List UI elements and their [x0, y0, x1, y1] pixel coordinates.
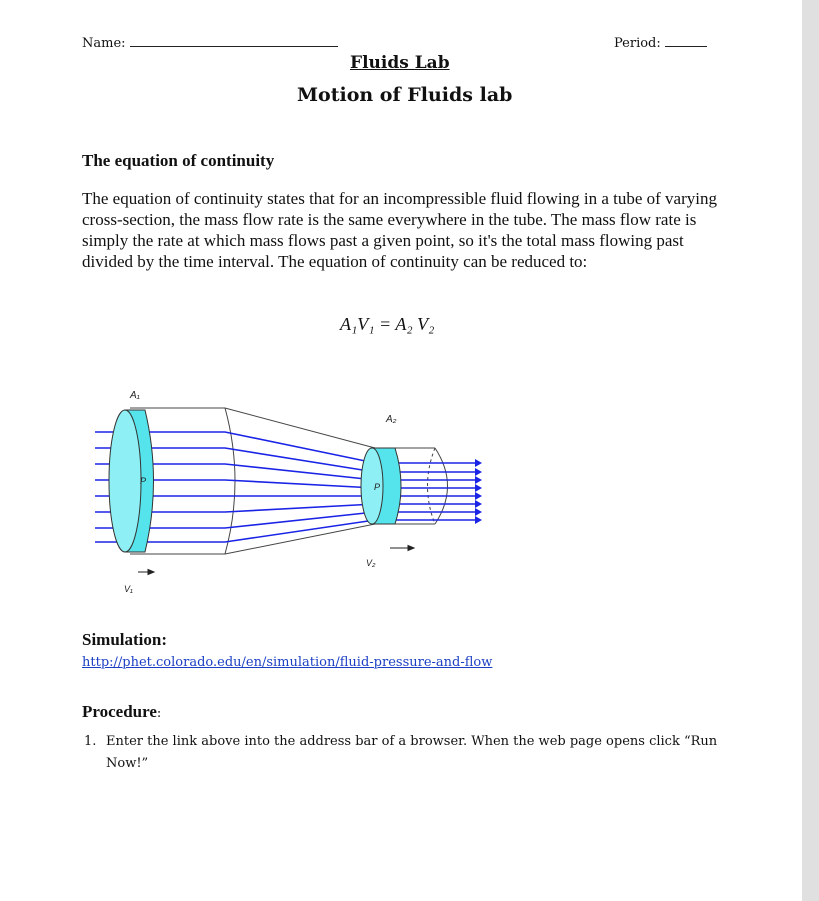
procedure-heading-wrap [82, 702, 161, 722]
simulation-heading: Simulation: [82, 630, 168, 649]
cross-section-a2 [361, 448, 401, 524]
page-title: Fluids Lab [350, 53, 450, 73]
procedure-colon: : [156, 706, 162, 721]
name-label: Name: [82, 36, 126, 51]
flow-arrowheads [475, 459, 482, 524]
procedure-step-text [106, 731, 717, 775]
cross-section-a1 [109, 410, 154, 552]
period-blank [665, 36, 707, 47]
label-a2: A₂ [386, 414, 397, 425]
vertical-scrollbar[interactable] [802, 0, 819, 901]
procedure-heading: Procedure [82, 702, 157, 721]
procedure-step-line1: Enter the link above into the address bar of a browser. When the web page opens click “Run [106, 734, 718, 749]
procedure-step-number: 1. [84, 734, 97, 749]
period-field [614, 36, 707, 51]
name-blank [130, 36, 338, 47]
label-v1: V₁ [124, 584, 133, 594]
label-p2: P [374, 482, 381, 492]
simulation-link[interactable]: http://phet.colorado.edu/en/simulation/fluid-pressure-and-flow [82, 655, 493, 670]
label-a1: A₁ [130, 390, 140, 401]
label-p1: P [140, 476, 147, 486]
section-heading-continuity: The equation of continuity [82, 151, 275, 170]
period-label: Period: [614, 36, 661, 51]
continuity-diagram [90, 380, 490, 600]
name-field [82, 36, 338, 51]
page-subtitle: Motion of Fluids lab [297, 84, 513, 106]
continuity-equation: A₁V₁ = A₂ V₂ [340, 314, 435, 334]
procedure-step-line2: Now!” [106, 756, 149, 771]
label-v2: V₂ [366, 558, 376, 568]
continuity-paragraph: The equation of continuity states that for an incompressible fluid flowing in a tube of varying cross-section, the mass flow rate is the same everywhere in the tube. The mass flow rate is simply the rate at which mass flows past a given point, so it's the total mass flowing past divided by the time interval. The equation of continuity can be reduced to: [82, 189, 717, 271]
